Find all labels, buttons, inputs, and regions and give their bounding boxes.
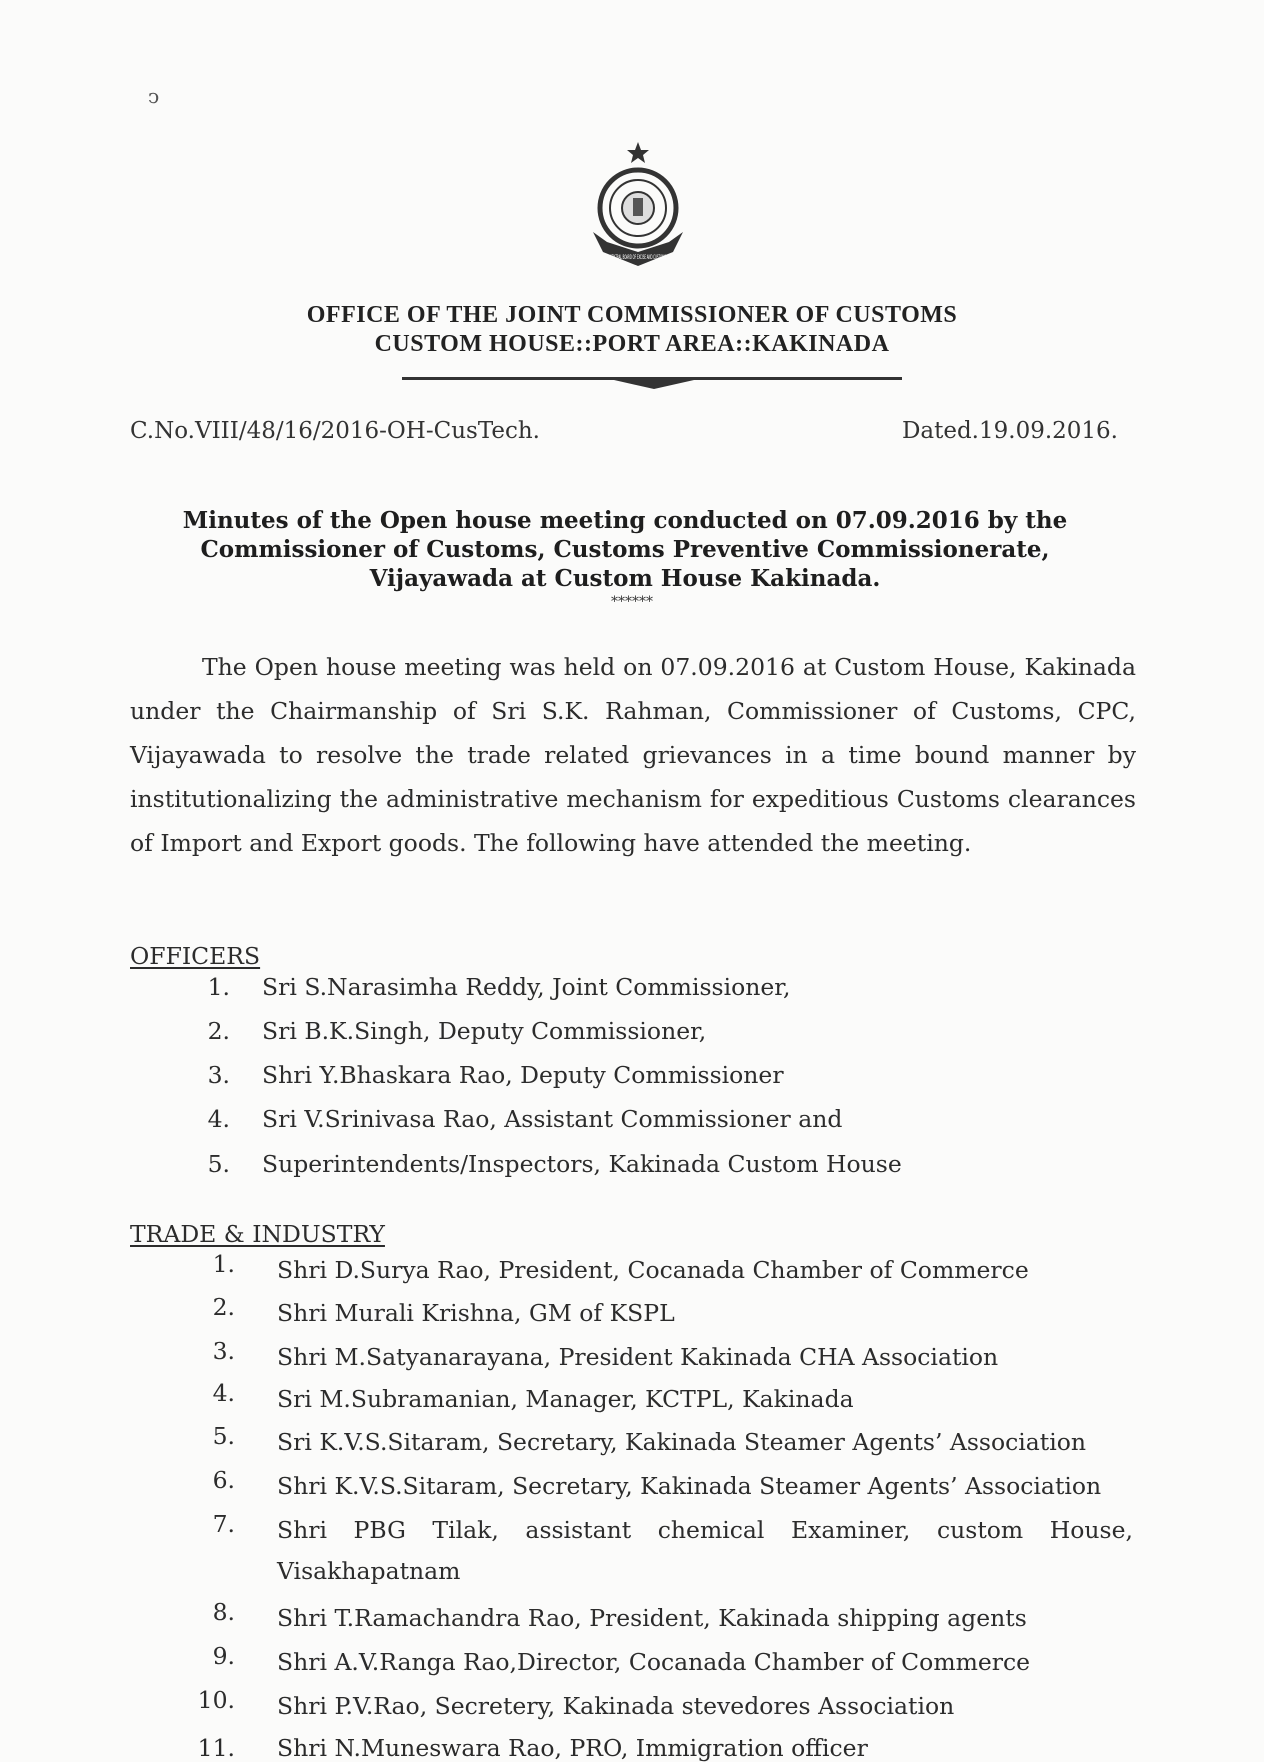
officers-heading: OFFICERS	[130, 942, 261, 970]
intro-text: The Open house meeting was held on 07.09.2016 at Custom House, Kakinada under the Chairmanship of Sri S.K. Rahman, Commissioner of Customs, CPC, Vijayawada to resolve the trade related grievances in a time bound manner by institutionalizing the administrative mechanism for expeditious Customs clearances of Import and Export goods. The following have attended the meeting.	[130, 653, 1136, 857]
file-number: C.No.VIII/48/16/2016-OH-CusTech.	[130, 418, 540, 444]
title-line-1: Minutes of the Open house meeting conducted on 07.09.2016 by the	[182, 507, 1068, 534]
list-item-cut-off: 11. Shri N.Muneswara Rao, PRO, Immigration officer	[197, 1734, 868, 1762]
header-divider	[402, 372, 902, 390]
title-line-2: Commissioner of Customs, Customs Preventive Commissionerate,	[200, 536, 1050, 563]
office-heading: OFFICE OF THE JOINT COMMISSIONER OF CUSTOMS	[306, 302, 958, 328]
title-line-3: Vijayawada at Custom House Kakinada.	[369, 565, 881, 592]
intro-paragraph	[130, 645, 1136, 865]
trade-heading: TRADE & INDUSTRY	[130, 1220, 385, 1248]
minutes-title	[150, 506, 1100, 593]
separator-stars: ******	[611, 594, 653, 610]
document-page: ↄ CENTRAL BOARD OF EXCISE AND CUSTOMS OFFICE OF THE JOINT COMMISSIONER OF CUSTOMS CUSTOM HOUSE::PORT AREA::KAKINADA C.No.VIII/48/16/2016-OH-CusTech. Dated.19.09.2016. Minutes of the Open house meeting conducted on 07.09.2016 by the Commissioner of Customs, Customs Preventive Commissionerate, Vijayawada at Custom House Kakinada. ****** The Open house meeting was held on 07.09.2016 at Custom House, Kakinada under the Chairmanship of Sri S.K. Rahman, Commissioner of Customs, CPC, Vijayawada to resolve the trade related grievances in a time bound manner by institutionalizing the administrative mechanism for expeditious Customs clearances of Import and Export goods. The following have attended the meeting. OFFICERS 1. Sri S.Narasimha Reddy, Joint Commissioner, 2. Sri B.K.Singh, Deputy Commissioner, 3. Shri Y.Bhaskara Rao, Deputy Commissioner 4. Sri V.Srinivasa Rao, Assistant Commissioner and 5. Superintendents/Inspectors, Kakinada Custom House TRADE & INDUSTRY 1. Shri D.Surya Rao, President, Cocanada Chamber of Commerce 2. Shri Murali Krishna, GM of KSPL 3. Shri M.Satyanarayana, President Kakinada CHA Association 4. Sri M.Subramanian, Manager, KCTPL, Kakinada 5. Sri K.V.S.Sitaram, Secretary, Kakinada Steamer Agents’ Association 6. Shri K.V.S.Sitaram, Secretary, Kakinada Steamer Agents’ Association 7. Shri PBG Tilak, assistant chemical Examiner, custom House, Visakhapatnam 8. Shri T.Ramachandra Rao, President, Kakinada shipping agents 9. Shri A.V.Ranga Rao,Director, Cocanada Chamber of Commerce 10. Shri P.V.Rao, Secretery, Kakinada stevedores Association 11. Shri N.Muneswara Rao, PRO, Immigration officer	[0, 0, 1264, 1752]
customs-emblem-icon	[583, 140, 693, 278]
scan-mark: ↄ	[148, 84, 160, 108]
dated: Dated.19.09.2016.	[901, 418, 1118, 444]
office-address: CUSTOM HOUSE::PORT AREA::KAKINADA	[374, 331, 890, 357]
emblem-seal-text: CENTRAL BOARD OF EXCISE AND CUSTOMS	[610, 254, 667, 261]
